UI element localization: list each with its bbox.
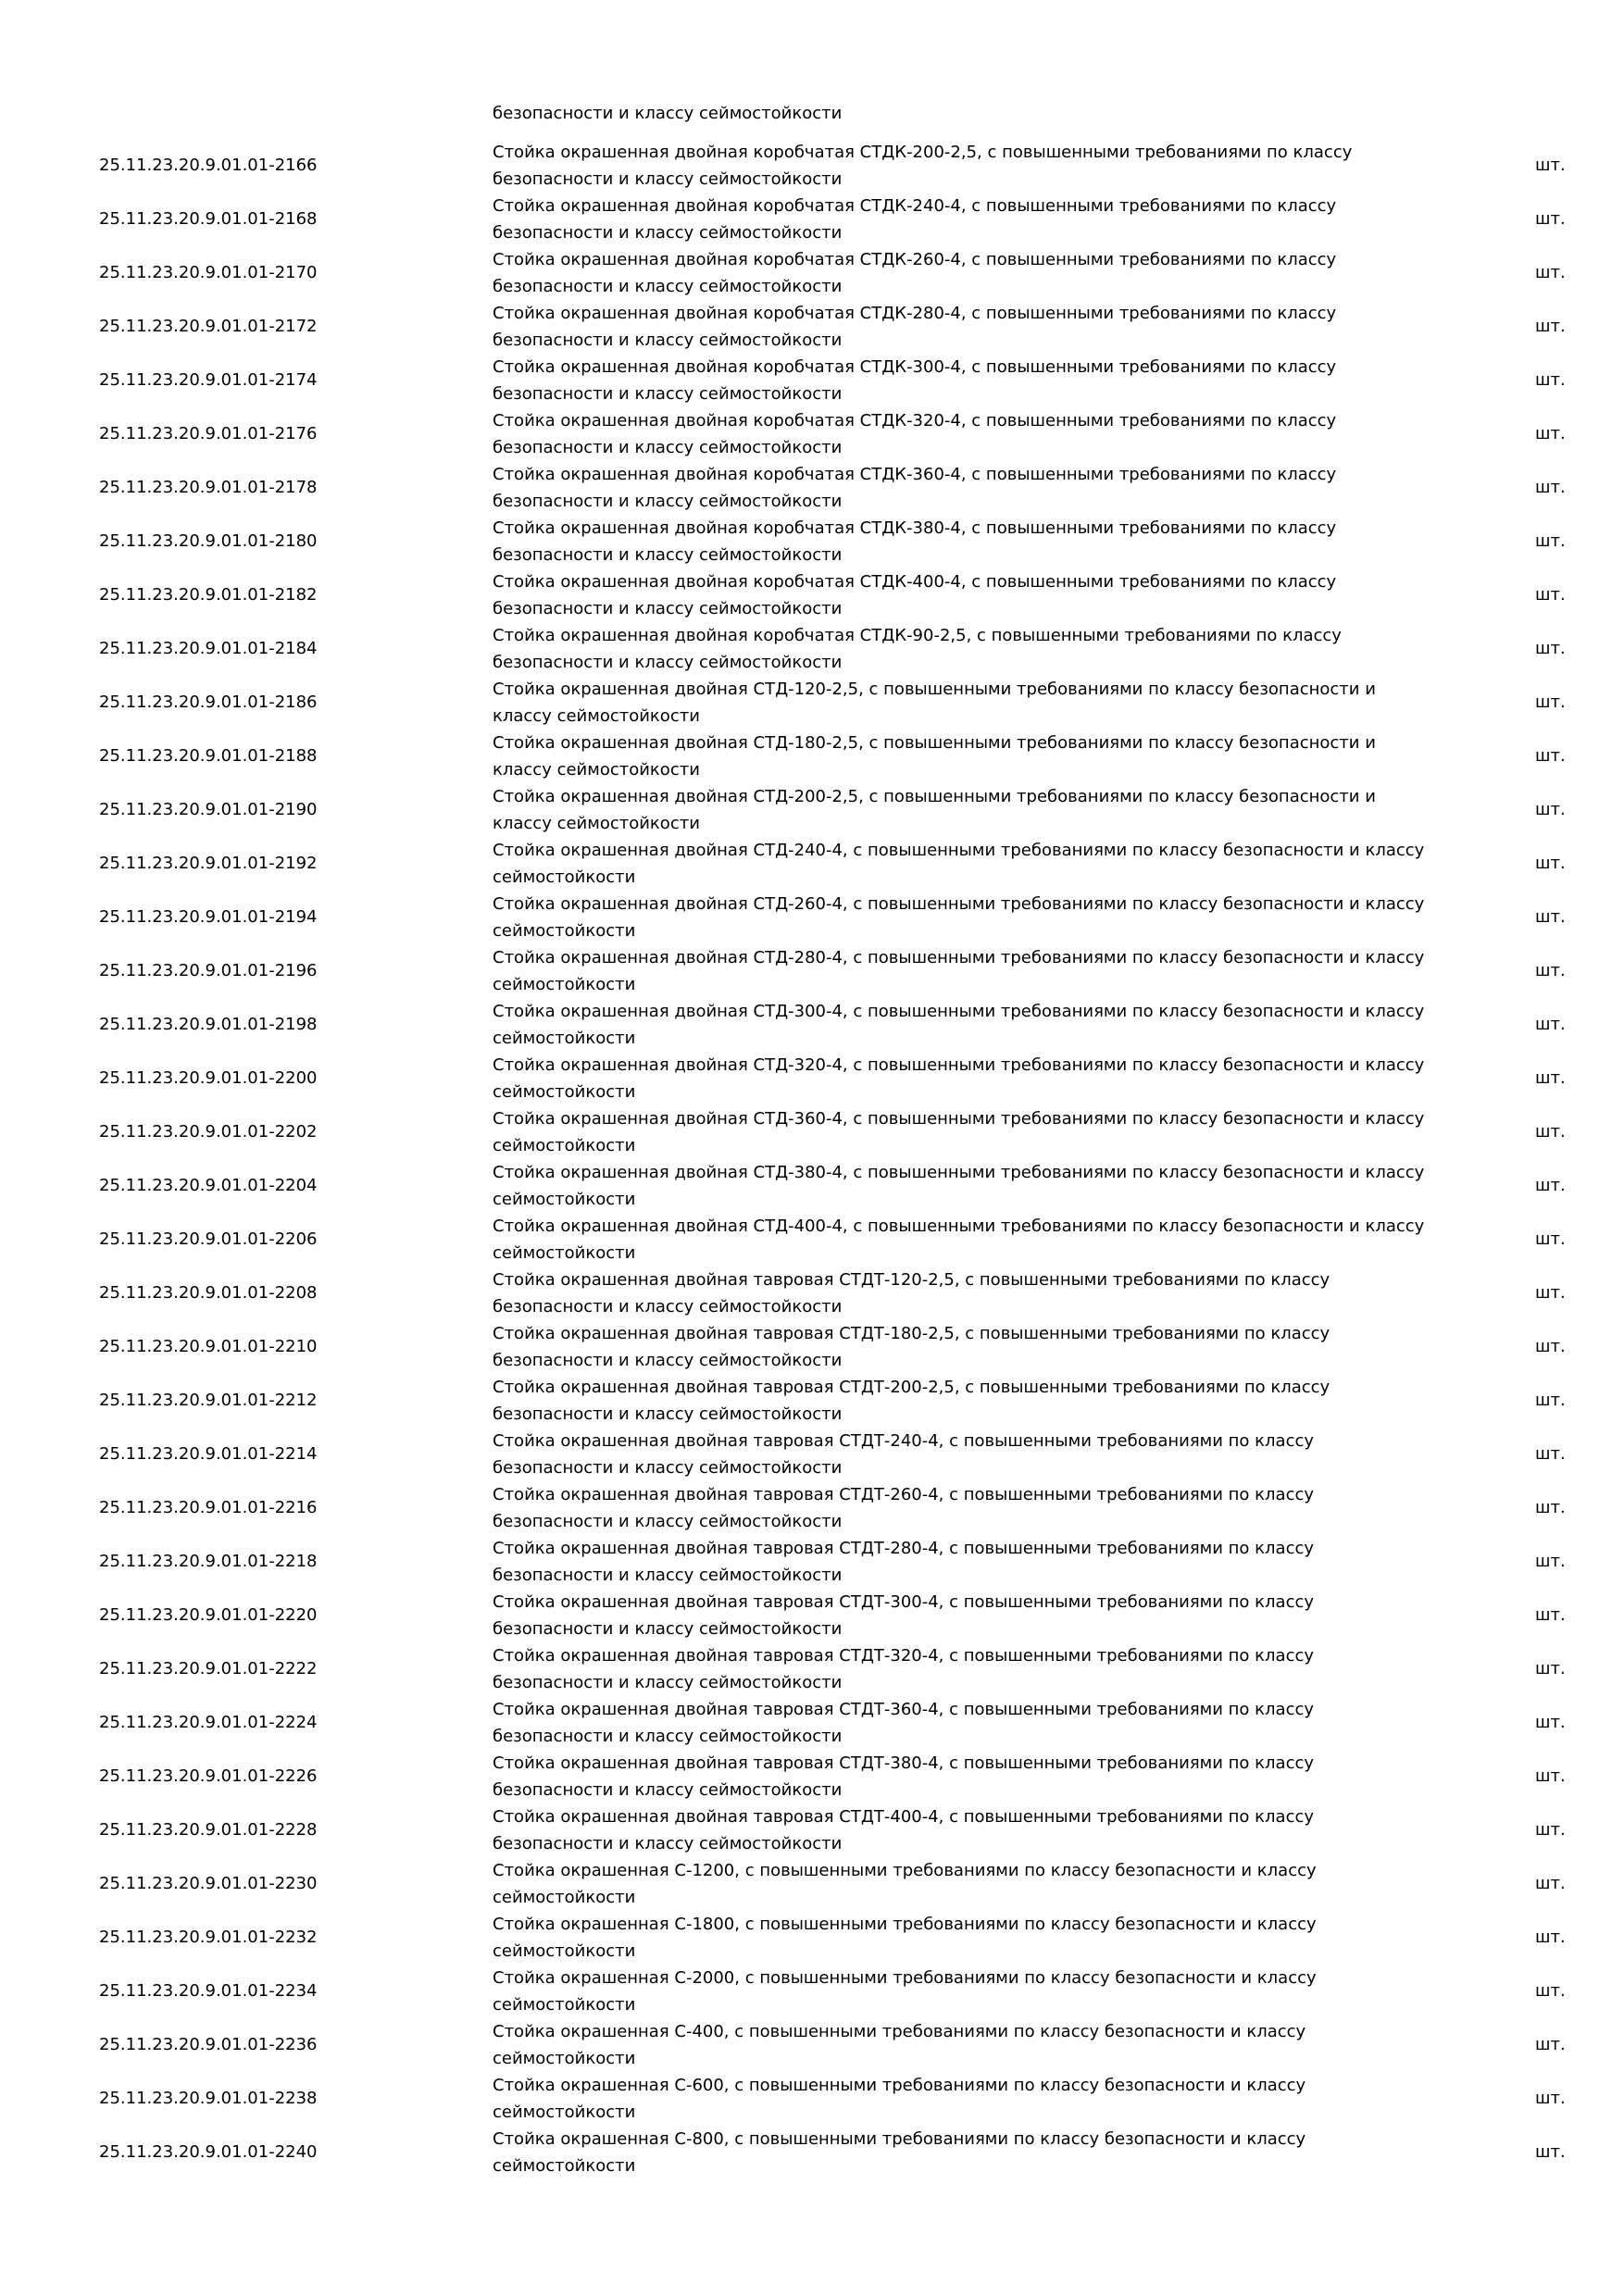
item-unit: шт. xyxy=(1535,639,1566,658)
table-row xyxy=(0,783,1624,837)
item-unit: шт. xyxy=(1535,2089,1566,2108)
item-description: Стойка окрашенная двойная тавровая СТДТ-280-4, с повышенными требованиями по классу безопасности и классу сеймостойкости xyxy=(493,1539,1315,1585)
table-row xyxy=(0,1374,1624,1428)
table-row xyxy=(0,1159,1624,1213)
item-code: 25.11.23.20.9.01.01-2174 xyxy=(99,370,318,390)
table-row xyxy=(0,730,1624,783)
item-code: 25.11.23.20.9.01.01-2230 xyxy=(99,1874,318,1893)
table-row xyxy=(0,998,1624,1052)
item-code: 25.11.23.20.9.01.01-2194 xyxy=(99,907,318,927)
item-code: 25.11.23.20.9.01.01-2216 xyxy=(99,1498,318,1517)
item-code: 25.11.23.20.9.01.01-2220 xyxy=(99,1605,318,1625)
item-code: 25.11.23.20.9.01.01-2168 xyxy=(99,209,318,229)
table-row xyxy=(0,1320,1624,1374)
item-description: Стойка окрашенная двойная тавровая СТДТ-200-2,5, с повышенными требованиями по классу безопасности и классу сеймостойкости xyxy=(493,1378,1330,1424)
table-row xyxy=(0,891,1624,944)
item-code: 25.11.23.20.9.01.01-2190 xyxy=(99,800,318,819)
item-description: Стойка окрашенная двойная СТД-400-4, с повышенными требованиями по классу безопасности и классу сеймостойкости xyxy=(493,1217,1425,1263)
item-code: 25.11.23.20.9.01.01-2222 xyxy=(99,1659,318,1678)
table-row xyxy=(0,622,1624,676)
item-description: Стойка окрашенная двойная коробчатая СТДК-260-4, с повышенными требованиями по классу безопасности и классу сеймостойкости xyxy=(493,250,1337,296)
item-description: Стойка окрашенная двойная тавровая СТДТ-120-2,5, с повышенными требованиями по классу безопасности и классу сеймостойкости xyxy=(493,1270,1330,1316)
item-unit: шт. xyxy=(1535,1068,1566,1088)
table-row xyxy=(0,1213,1624,1267)
table-row xyxy=(0,1911,1624,1965)
item-description: Стойка окрашенная двойная СТД-180-2,5, с повышенными требованиями по классу безопасности и классу сеймостойкости xyxy=(493,733,1376,780)
item-unit: шт. xyxy=(1535,209,1566,229)
table-row xyxy=(0,246,1624,300)
item-unit: шт. xyxy=(1535,1766,1566,1786)
item-unit: шт. xyxy=(1535,1337,1566,1356)
item-code: 25.11.23.20.9.01.01-2180 xyxy=(99,531,318,551)
item-unit: шт. xyxy=(1535,854,1566,873)
item-code: 25.11.23.20.9.01.01-2188 xyxy=(99,746,318,766)
item-unit: шт. xyxy=(1535,1444,1566,1464)
table-row xyxy=(0,300,1624,354)
item-unit: шт. xyxy=(1535,317,1566,336)
table-row xyxy=(0,568,1624,622)
item-description: Стойка окрашенная двойная коробчатая СТДК-90-2,5, с повышенными требованиями по классу безопасности и классу сеймостойкости xyxy=(493,626,1342,672)
item-unit: шт. xyxy=(1535,1659,1566,1678)
item-code: 25.11.23.20.9.01.01-2182 xyxy=(99,585,318,605)
item-description: Стойка окрашенная двойная СТД-260-4, с повышенными требованиями по классу безопасности и классу сеймостойкости xyxy=(493,894,1425,941)
item-description: Стойка окрашенная двойная СТД-120-2,5, с повышенными требованиями по классу безопасности и классу сеймостойкости xyxy=(493,680,1376,726)
item-unit: шт. xyxy=(1535,1874,1566,1893)
item-unit: шт. xyxy=(1535,1605,1566,1625)
item-description: Стойка окрашенная двойная тавровая СТДТ-260-4, с повышенными требованиями по классу безопасности и классу сеймостойкости xyxy=(493,1485,1315,1531)
table-row xyxy=(0,461,1624,515)
table-row xyxy=(0,2126,1624,2179)
item-description: Стойка окрашенная двойная СТД-380-4, с повышенными требованиями по классу безопасности и классу сеймостойкости xyxy=(493,1163,1425,1209)
table-row xyxy=(0,1965,1624,2018)
table-row xyxy=(0,2072,1624,2126)
item-code: 25.11.23.20.9.01.01-2198 xyxy=(99,1015,318,1034)
item-code: 25.11.23.20.9.01.01-2234 xyxy=(99,1981,318,2001)
item-unit: шт. xyxy=(1535,693,1566,712)
item-code: 25.11.23.20.9.01.01-2232 xyxy=(99,1928,318,1947)
item-code: 25.11.23.20.9.01.01-2170 xyxy=(99,263,318,282)
table-row xyxy=(0,1105,1624,1159)
item-code: 25.11.23.20.9.01.01-2192 xyxy=(99,854,318,873)
table-row xyxy=(0,407,1624,461)
item-description: Стойка окрашенная двойная коробчатая СТДК-320-4, с повышенными требованиями по классу безопасности и классу сеймостойкости xyxy=(493,411,1337,457)
item-code: 25.11.23.20.9.01.01-2224 xyxy=(99,1713,318,1732)
table-row xyxy=(0,1267,1624,1320)
item-description: Стойка окрашенная С-1800, с повышенными требованиями по классу безопасности и классу сеймостойкости xyxy=(493,1915,1317,1961)
item-description: Стойка окрашенная С-1200, с повышенными требованиями по классу безопасности и классу сеймостойкости xyxy=(493,1861,1317,1907)
table-row xyxy=(0,2018,1624,2072)
table-row xyxy=(0,139,1624,193)
item-description: Стойка окрашенная С-600, с повышенными требованиями по классу безопасности и классу сеймостойкости xyxy=(493,2076,1306,2122)
item-unit: шт. xyxy=(1535,1391,1566,1410)
table-row xyxy=(0,1750,1624,1803)
item-code: 25.11.23.20.9.01.01-2206 xyxy=(99,1229,318,1249)
item-description: Стойка окрашенная двойная СТД-300-4, с повышенными требованиями по классу безопасности и классу сеймостойкости xyxy=(493,1002,1425,1048)
table-row xyxy=(0,1803,1624,1857)
item-description: Стойка окрашенная двойная тавровая СТДТ-240-4, с повышенными требованиями по классу безопасности и классу сеймостойкости xyxy=(493,1431,1315,1478)
item-description: Стойка окрашенная двойная тавровая СТДТ-400-4, с повышенными требованиями по классу безопасности и классу сеймостойкости xyxy=(493,1807,1315,1853)
item-code: 25.11.23.20.9.01.01-2172 xyxy=(99,317,318,336)
item-unit: шт. xyxy=(1535,1229,1566,1249)
item-description: Стойка окрашенная двойная СТД-240-4, с повышенными требованиями по классу безопасности и классу сеймостойкости xyxy=(493,841,1425,887)
item-unit: шт. xyxy=(1535,531,1566,551)
item-unit: шт. xyxy=(1535,907,1566,927)
item-unit: шт. xyxy=(1535,156,1566,175)
item-code: 25.11.23.20.9.01.01-2186 xyxy=(99,693,318,712)
table-row xyxy=(0,1589,1624,1642)
item-unit: шт. xyxy=(1535,746,1566,766)
item-unit: шт. xyxy=(1535,370,1566,390)
item-unit: шт. xyxy=(1535,1283,1566,1303)
item-code: 25.11.23.20.9.01.01-2214 xyxy=(99,1444,318,1464)
item-code: 25.11.23.20.9.01.01-2204 xyxy=(99,1176,318,1195)
item-unit: шт. xyxy=(1535,424,1566,443)
item-description: Стойка окрашенная двойная СТД-200-2,5, с повышенными требованиями по классу безопасности и классу сеймостойкости xyxy=(493,787,1376,833)
item-description: Стойка окрашенная С-400, с повышенными требованиями по классу безопасности и классу сеймостойкости xyxy=(493,2022,1306,2068)
item-unit: шт. xyxy=(1535,1498,1566,1517)
item-code: 25.11.23.20.9.01.01-2200 xyxy=(99,1068,318,1088)
item-code: 25.11.23.20.9.01.01-2208 xyxy=(99,1283,318,1303)
item-unit: шт. xyxy=(1535,800,1566,819)
item-description: Стойка окрашенная двойная СТД-360-4, с повышенными требованиями по классу безопасности и классу сеймостойкости xyxy=(493,1109,1425,1155)
item-description: Стойка окрашенная двойная тавровая СТДТ-380-4, с повышенными требованиями по классу безопасности и классу сеймостойкости xyxy=(493,1753,1315,1800)
price-table xyxy=(0,139,1624,2179)
item-code: 25.11.23.20.9.01.01-2212 xyxy=(99,1391,318,1410)
item-code: 25.11.23.20.9.01.01-2184 xyxy=(99,639,318,658)
item-code: 25.11.23.20.9.01.01-2240 xyxy=(99,2142,318,2162)
item-description: Стойка окрашенная С-800, с повышенными требованиями по классу безопасности и классу сеймостойкости xyxy=(493,2129,1306,2176)
table-row xyxy=(0,1535,1624,1589)
item-description: Стойка окрашенная двойная тавровая СТДТ-320-4, с повышенными требованиями по классу безопасности и классу сеймостойкости xyxy=(493,1646,1315,1692)
item-code: 25.11.23.20.9.01.01-2228 xyxy=(99,1820,318,1840)
item-description: Стойка окрашенная С-2000, с повышенными требованиями по классу безопасности и классу сеймостойкости xyxy=(493,1968,1317,2015)
item-code: 25.11.23.20.9.01.01-2238 xyxy=(99,2089,318,2108)
item-description: Стойка окрашенная двойная коробчатая СТДК-400-4, с повышенными требованиями по классу безопасности и классу сеймостойкости xyxy=(493,572,1337,618)
item-description: Стойка окрашенная двойная СТД-280-4, с повышенными требованиями по классу безопасности и классу сеймостойкости xyxy=(493,948,1425,994)
table-row xyxy=(0,1642,1624,1696)
item-code: 25.11.23.20.9.01.01-2178 xyxy=(99,478,318,497)
item-description: Стойка окрашенная двойная коробчатая СТДК-200-2,5, с повышенными требованиями по классу безопасности и классу сеймостойкости xyxy=(493,143,1353,189)
item-unit: шт. xyxy=(1535,1552,1566,1571)
item-unit: шт. xyxy=(1535,1981,1566,2001)
item-code: 25.11.23.20.9.01.01-2210 xyxy=(99,1337,318,1356)
item-code: 25.11.23.20.9.01.01-2226 xyxy=(99,1766,318,1786)
item-unit: шт. xyxy=(1535,263,1566,282)
item-unit: шт. xyxy=(1535,961,1566,980)
table-row xyxy=(0,944,1624,998)
item-description: Стойка окрашенная двойная коробчатая СТДК-380-4, с повышенными требованиями по классу безопасности и классу сеймостойкости xyxy=(493,518,1337,565)
table-row xyxy=(0,193,1624,246)
item-code: 25.11.23.20.9.01.01-2218 xyxy=(99,1552,318,1571)
table-row xyxy=(0,676,1624,730)
continuation-text: безопасности и классу сеймостойкости xyxy=(493,104,843,123)
item-description: Стойка окрашенная двойная тавровая СТДТ-180-2,5, с повышенными требованиями по классу безопасности и классу сеймостойкости xyxy=(493,1324,1330,1370)
item-description: Стойка окрашенная двойная тавровая СТДТ-300-4, с повышенными требованиями по классу безопасности и классу сеймостойкости xyxy=(493,1592,1315,1639)
item-code: 25.11.23.20.9.01.01-2202 xyxy=(99,1122,318,1142)
table-row xyxy=(0,1481,1624,1535)
item-unit: шт. xyxy=(1535,2035,1566,2054)
item-description: Стойка окрашенная двойная коробчатая СТДК-360-4, с повышенными требованиями по классу безопасности и классу сеймостойкости xyxy=(493,465,1337,511)
table-row xyxy=(0,354,1624,407)
item-unit: шт. xyxy=(1535,1820,1566,1840)
item-unit: шт. xyxy=(1535,1015,1566,1034)
item-unit: шт. xyxy=(1535,478,1566,497)
item-description: Стойка окрашенная двойная коробчатая СТДК-240-4, с повышенными требованиями по классу безопасности и классу сеймостойкости xyxy=(493,196,1337,243)
item-unit: шт. xyxy=(1535,1122,1566,1142)
table-row xyxy=(0,1857,1624,1911)
item-code: 25.11.23.20.9.01.01-2236 xyxy=(99,2035,318,2054)
item-code: 25.11.23.20.9.01.01-2166 xyxy=(99,156,318,175)
item-description: Стойка окрашенная двойная коробчатая СТДК-280-4, с повышенными требованиями по классу безопасности и классу сеймостойкости xyxy=(493,304,1337,350)
item-unit: шт. xyxy=(1535,1713,1566,1732)
item-unit: шт. xyxy=(1535,1176,1566,1195)
table-row xyxy=(0,515,1624,568)
item-unit: шт. xyxy=(1535,2142,1566,2162)
table-row xyxy=(0,1052,1624,1105)
item-unit: шт. xyxy=(1535,585,1566,605)
item-code: 25.11.23.20.9.01.01-2176 xyxy=(99,424,318,443)
table-row xyxy=(0,1696,1624,1750)
table-row xyxy=(0,1428,1624,1481)
item-code: 25.11.23.20.9.01.01-2196 xyxy=(99,961,318,980)
item-description: Стойка окрашенная двойная СТД-320-4, с повышенными требованиями по классу безопасности и классу сеймостойкости xyxy=(493,1055,1425,1102)
item-description: Стойка окрашенная двойная тавровая СТДТ-360-4, с повышенными требованиями по классу безопасности и классу сеймостойкости xyxy=(493,1700,1315,1746)
item-unit: шт. xyxy=(1535,1928,1566,1947)
table-row xyxy=(0,837,1624,891)
item-description: Стойка окрашенная двойная коробчатая СТДК-300-4, с повышенными требованиями по классу безопасности и классу сеймостойкости xyxy=(493,357,1337,404)
